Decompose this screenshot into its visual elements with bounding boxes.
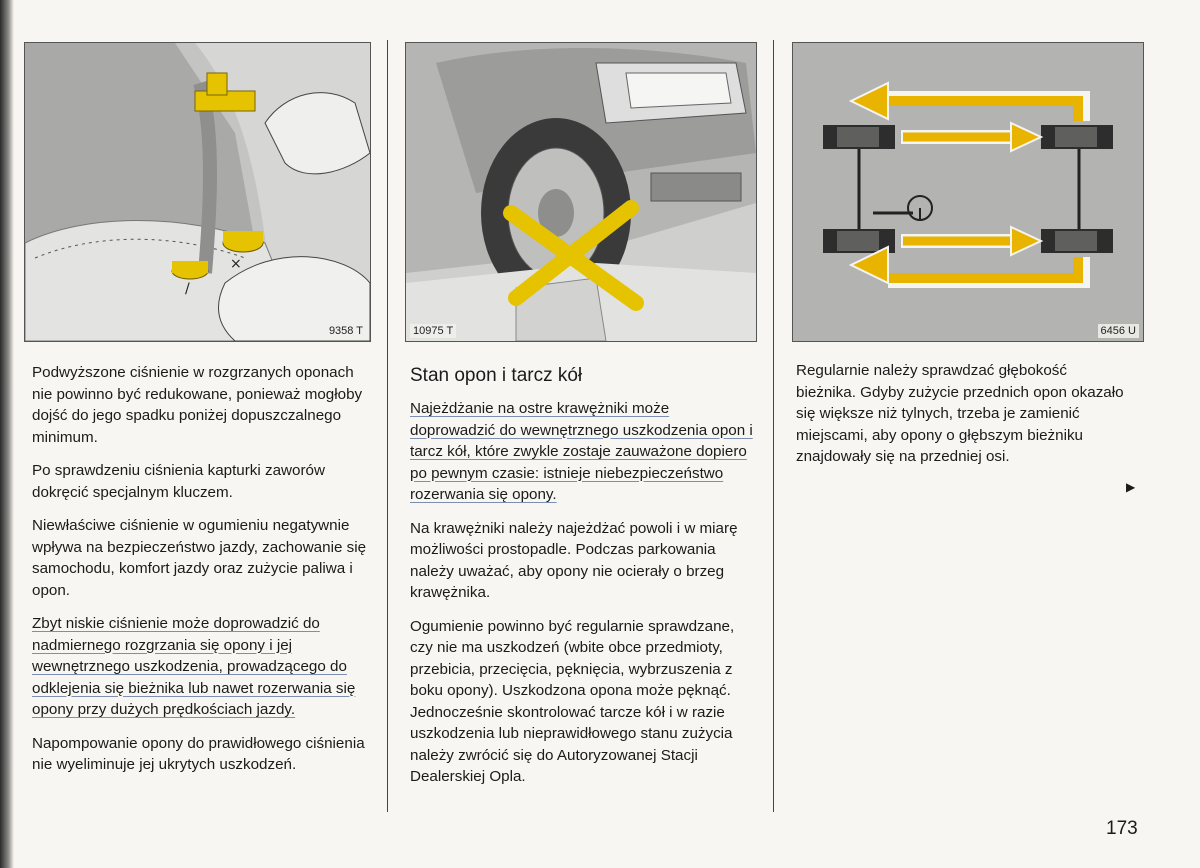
tire-rotation-illustration xyxy=(793,43,1143,341)
paragraph: Podwyższone ciśnienie w rozgrzanych oponach nie powinno być redukowane, ponieważ mogłoby dojść do jego spadku poniżej dopuszczalnego minimum. xyxy=(32,364,363,446)
continue-marker: ▶ xyxy=(1126,480,1136,494)
section-heading: Stan opon i tarcz kół xyxy=(410,365,583,386)
kerb-wheel-illustration xyxy=(406,43,756,341)
svg-text:/: / xyxy=(185,281,190,297)
svg-text:×: × xyxy=(230,256,242,272)
paragraph: Ogumienie powinno być regularnie sprawdzane, czy nie ma uszkodzeń (wbite obce przedmioty, przebicia, przecięcia, pęknięcia, wybrzuszenia z boku opony). Uszkodzona opona może pęknąć. Jednocześnie skontrolować tarcze kół i w razie uszkodzenia lub nieprawidłowego stanu zużycia należy zwrócić się do Autoryzowanej Stacji Dealerskiej Opla. xyxy=(410,617,735,785)
figure-code: 10975 T xyxy=(410,324,456,338)
paragraph-underlined: Zbyt niskie ciśnienie może doprowadzić do nadmiernego rozgrzania się opony i jej wewnętrznego uszkodzenia, prowadzącego do odklejenia się bieżnika lub nawet rozerwania się opony przy dużych prędkościach jazdy. xyxy=(32,615,356,718)
scan-binding-shadow xyxy=(0,0,14,868)
figure-code: 9358 T xyxy=(326,324,366,338)
paragraph: Regularnie należy sprawdzać głębokość bieżnika. Gdyby zużycie przednich opon okazało się większe niż tylnych, trzeba je zamienić miejscami, aby opony o głębszym bieżniku znajdowały się na przedniej osi. xyxy=(796,362,1124,465)
paragraph: Napompowanie opony do prawidłowego ciśnienia nie wyeliminuje jej ukrytych uszkodzeń. xyxy=(32,734,365,773)
column-divider xyxy=(387,40,388,812)
paragraph: Najeżdżanie na ostre krawężniki może doprowadzić do wewnętrznego uszkodzenia opon i tarcz kół, które zwykle zostaje zauważone dopiero po pewnym czasie: istnieje niebezpieczeństwo rozerwania się opony. xyxy=(410,400,753,503)
figure-code: 6456 U xyxy=(1098,324,1139,338)
column-divider xyxy=(773,40,774,812)
left-column xyxy=(32,362,372,788)
right-column xyxy=(796,360,1126,480)
figure-kerb-warning xyxy=(405,42,757,342)
paragraph: Na krawężniki należy najeżdżać powoli i w miarę możliwości prostopadle. Podczas parkowania należy uważać, aby opony nie ocierały o brzeg krawężnika. xyxy=(410,519,738,601)
figure-tire-pressure-check xyxy=(24,42,371,342)
page-number: 173 xyxy=(1106,818,1138,839)
figure-tire-rotation-diagram xyxy=(792,42,1144,342)
middle-column xyxy=(410,364,755,800)
paragraph: Niewłaściwe ciśnienie w ogumieniu negatywnie wpływa na bezpieczeństwo jazdy, zachowanie się samochodu, komfort jazdy oraz zużycie paliwa i opon. xyxy=(32,517,367,599)
tire-valve-illustration xyxy=(25,43,370,341)
paragraph: Po sprawdzeniu ciśnienia kapturki zaworów dokręcić specjalnym kluczem. xyxy=(32,462,325,501)
